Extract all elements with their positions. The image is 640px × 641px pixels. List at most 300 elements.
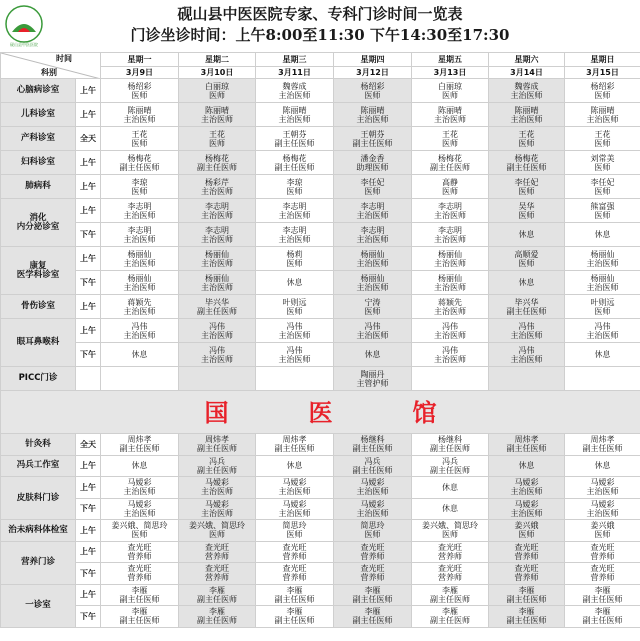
doctor-name: 查光旺 bbox=[514, 542, 539, 552]
doctor-title: 主治医师 bbox=[201, 186, 233, 196]
doctor-title: 医师 bbox=[131, 530, 148, 540]
table-row bbox=[1, 247, 640, 271]
doctor-title: 主治医师 bbox=[123, 114, 156, 124]
dept-name: 心脑病诊室 bbox=[1, 79, 76, 103]
period-label: 全天 bbox=[76, 434, 101, 456]
doctor-title: 副主任医师 bbox=[119, 162, 160, 172]
doctor-name: 李任妃 bbox=[590, 177, 615, 187]
doctor-name: 王花 bbox=[131, 129, 148, 139]
doctor-name: 查光旺 bbox=[438, 564, 462, 574]
header-corner bbox=[1, 53, 101, 79]
doctor-title: 医师 bbox=[594, 210, 611, 220]
doctor-name: 陶丽丹 bbox=[360, 369, 385, 379]
doctor-title: 主治医师 bbox=[278, 508, 311, 518]
doctor-name: 李志明 bbox=[438, 225, 462, 235]
doctor-title: 主治医师 bbox=[356, 114, 389, 124]
doctor-title: 主治医师 bbox=[278, 210, 311, 220]
date-header: 3月11日 bbox=[256, 67, 334, 79]
doctor-title: 营养师 bbox=[590, 551, 615, 561]
doctor-name: 休息 bbox=[442, 482, 458, 492]
doctor-name: 李琼 bbox=[286, 177, 303, 187]
doctor-name: 马嫒彩 bbox=[205, 478, 229, 488]
doctor-name: 陈丽晴 bbox=[438, 105, 462, 115]
doctor-name: 冯伟 bbox=[442, 321, 458, 331]
period-label: 上午 bbox=[76, 79, 101, 103]
doctor-title: 主治医师 bbox=[356, 330, 389, 340]
schedule-cell bbox=[256, 223, 334, 247]
doctor-name: 杨丽仙 bbox=[360, 249, 385, 259]
doctor-title: 医师 bbox=[518, 258, 535, 268]
schedule-cell bbox=[179, 319, 256, 343]
doctor-name: 李雁 bbox=[209, 607, 225, 617]
doctor-title: 医师 bbox=[518, 138, 535, 148]
doctor-title: 医师 bbox=[131, 90, 148, 100]
doctor-title: 医师 bbox=[364, 186, 381, 196]
doctor-name: 李任妃 bbox=[360, 177, 385, 187]
schedule-cell bbox=[489, 455, 565, 477]
schedule-cell bbox=[179, 563, 256, 585]
schedule-cell bbox=[101, 520, 179, 542]
doctor-name: 马嫒彩 bbox=[590, 499, 615, 509]
schedule-cell bbox=[101, 498, 179, 520]
schedule-cell bbox=[179, 367, 256, 391]
doctor-name: 陈丽晴 bbox=[514, 105, 539, 115]
doctor-name: 李志明 bbox=[127, 225, 152, 235]
schedule-cell bbox=[256, 434, 334, 456]
doctor-title: 副主任医师 bbox=[506, 306, 547, 316]
period-label: 上午 bbox=[76, 319, 101, 343]
schedule-cell bbox=[412, 520, 489, 542]
period-label: 全天 bbox=[76, 127, 101, 151]
schedule-cell bbox=[256, 343, 334, 367]
schedule-cell bbox=[179, 103, 256, 127]
doctor-name: 冯伟 bbox=[442, 345, 458, 355]
schedule-cell bbox=[489, 541, 565, 563]
doctor-title: 主治医师 bbox=[201, 210, 233, 220]
doctor-title: 副主任医师 bbox=[506, 594, 547, 604]
doctor-title: 医师 bbox=[442, 138, 458, 148]
doctor-title: 医师 bbox=[286, 186, 303, 196]
table-row bbox=[1, 520, 640, 542]
schedule-cell bbox=[412, 151, 489, 175]
doctor-name: 李志明 bbox=[360, 201, 385, 211]
schedule-cell bbox=[101, 271, 179, 295]
schedule-cell bbox=[412, 295, 489, 319]
doctor-title: 主治医师 bbox=[201, 487, 233, 497]
dept-name: 冯兵工作室 bbox=[1, 455, 76, 477]
schedule-cell bbox=[334, 455, 412, 477]
dept-name: 针灸科 bbox=[1, 434, 76, 456]
doctor-name: 杨梅花 bbox=[438, 153, 462, 163]
doctor-title: 医师 bbox=[209, 138, 225, 148]
doctor-title: 主治医师 bbox=[510, 90, 543, 100]
doctor-name: 简思玲 bbox=[360, 521, 385, 531]
doctor-title: 副主任医师 bbox=[274, 594, 315, 604]
table-row bbox=[1, 606, 640, 628]
doctor-name: 宁涛 bbox=[364, 297, 381, 307]
doctor-name: 白丽琼 bbox=[438, 81, 462, 91]
schedule-cell bbox=[179, 199, 256, 223]
doctor-title: 主治医师 bbox=[201, 258, 233, 268]
doctor-name: 白丽琼 bbox=[205, 81, 229, 91]
doctor-name: 杨绍彩 bbox=[360, 81, 385, 91]
doctor-name: 休息 bbox=[286, 461, 303, 471]
schedule-cell bbox=[412, 319, 489, 343]
schedule-cell bbox=[101, 606, 179, 628]
doctor-title: 副主任医师 bbox=[352, 465, 393, 475]
doctor-name: 冯伟 bbox=[518, 321, 535, 331]
doctor-name: 休息 bbox=[594, 461, 611, 471]
doctor-title: 主治医师 bbox=[510, 354, 543, 364]
doctor-title: 副主任医师 bbox=[582, 616, 623, 626]
doctor-title: 主治医师 bbox=[356, 258, 389, 268]
schedule-cell bbox=[101, 319, 179, 343]
doctor-name: 潘金香 bbox=[360, 153, 385, 163]
doctor-name: 李雁 bbox=[286, 607, 303, 617]
doctor-title: 副主任医师 bbox=[197, 594, 237, 604]
doctor-name: 蒋颖先 bbox=[127, 297, 152, 307]
day-header: 星期三 bbox=[256, 53, 334, 67]
doctor-title: 医师 bbox=[442, 186, 458, 196]
schedule-cell bbox=[489, 498, 565, 520]
schedule-cell bbox=[179, 295, 256, 319]
schedule-cell bbox=[256, 103, 334, 127]
schedule-cell bbox=[334, 79, 412, 103]
dept-name: 消化 内分泌诊室 bbox=[1, 199, 76, 247]
schedule-cell bbox=[256, 541, 334, 563]
doctor-name: 冯兵 bbox=[442, 456, 458, 466]
dept-name: 妇科诊室 bbox=[1, 151, 76, 175]
schedule-cell bbox=[101, 127, 179, 151]
doctor-title: 主治医师 bbox=[201, 234, 233, 244]
doctor-title: 助理医师 bbox=[356, 162, 389, 172]
schedule-cell bbox=[489, 151, 565, 175]
doctor-title: 医师 bbox=[594, 138, 611, 148]
schedule-cell bbox=[565, 367, 640, 391]
table-row bbox=[1, 584, 640, 606]
doctor-name: 查光旺 bbox=[590, 564, 615, 574]
schedule-cell bbox=[489, 343, 565, 367]
doctor-name: 杨丽仙 bbox=[590, 249, 615, 259]
doctor-title: 副主任医师 bbox=[119, 616, 160, 626]
table-row bbox=[1, 295, 640, 319]
doctor-title: 医师 bbox=[594, 186, 611, 196]
banner-char: 医 bbox=[308, 397, 333, 427]
schedule-cell bbox=[334, 319, 412, 343]
schedule-cell bbox=[179, 455, 256, 477]
doctor-name: 冯伟 bbox=[286, 321, 303, 331]
schedule-cell bbox=[334, 434, 412, 456]
doctor-title: 主治医师 bbox=[434, 354, 466, 364]
doctor-title: 主治医师 bbox=[123, 330, 156, 340]
dept-name: 儿科诊室 bbox=[1, 103, 76, 127]
doctor-title: 主治医师 bbox=[434, 282, 466, 292]
doctor-name: 李雁 bbox=[442, 607, 458, 617]
doctor-name: 杨继科 bbox=[438, 435, 462, 445]
schedule-cell bbox=[489, 295, 565, 319]
doctor-name: 周炜孝 bbox=[514, 435, 539, 445]
schedule-cell bbox=[101, 199, 179, 223]
schedule-cell bbox=[179, 584, 256, 606]
doctor-title: 主治医师 bbox=[278, 330, 311, 340]
dept-name: 骨伤诊室 bbox=[1, 295, 76, 319]
doctor-title: 主治医师 bbox=[278, 487, 311, 497]
doctor-name: 马嫒彩 bbox=[205, 499, 229, 509]
schedule-cell bbox=[334, 477, 412, 499]
doctor-title: 医师 bbox=[364, 90, 381, 100]
schedule-cell bbox=[334, 199, 412, 223]
period-label: 上午 bbox=[76, 103, 101, 127]
doctor-name: 冯伟 bbox=[594, 321, 611, 331]
doctor-title: 主治医师 bbox=[356, 282, 389, 292]
table-row bbox=[1, 271, 640, 295]
doctor-title: 副主任医师 bbox=[352, 444, 393, 454]
doctor-name: 杨丽仙 bbox=[127, 273, 152, 283]
doctor-title: 主治医师 bbox=[278, 354, 311, 364]
date-header: 3月12日 bbox=[334, 67, 412, 79]
schedule-table bbox=[0, 52, 640, 628]
schedule-cell bbox=[101, 79, 179, 103]
doctor-name: 杨丽仙 bbox=[438, 249, 462, 259]
doctor-title: 医师 bbox=[364, 306, 381, 316]
schedule-cell bbox=[489, 199, 565, 223]
doctor-title: 副主任医师 bbox=[197, 306, 237, 316]
schedule-cell bbox=[412, 79, 489, 103]
schedule-cell bbox=[565, 127, 640, 151]
doctor-title: 主治医师 bbox=[510, 508, 543, 518]
doctor-title: 医师 bbox=[594, 90, 611, 100]
period-label: 下午 bbox=[76, 606, 101, 628]
doctor-name: 姜兴娥、简思玲 bbox=[422, 521, 478, 531]
doctor-name: 杨丽仙 bbox=[127, 249, 152, 259]
doctor-name: 休息 bbox=[594, 230, 611, 239]
dept-name: 一诊室 bbox=[1, 584, 76, 627]
doctor-title: 副主任医师 bbox=[430, 162, 470, 172]
schedule-cell bbox=[101, 223, 179, 247]
doctor-title: 营养师 bbox=[127, 573, 152, 583]
doctor-title: 主治医师 bbox=[356, 487, 389, 497]
doctor-title: 主治医师 bbox=[586, 282, 619, 292]
schedule-cell bbox=[489, 223, 565, 247]
schedule-cell bbox=[334, 541, 412, 563]
schedule-cell bbox=[256, 520, 334, 542]
doctor-name: 王朝芬 bbox=[282, 129, 307, 139]
doctor-name: 休息 bbox=[131, 350, 148, 359]
schedule-cell bbox=[179, 498, 256, 520]
schedule-cell bbox=[565, 295, 640, 319]
schedule-cell bbox=[412, 271, 489, 295]
doctor-title: 副主任医师 bbox=[274, 616, 315, 626]
schedule-cell bbox=[412, 584, 489, 606]
doctor-title: 副主任医师 bbox=[274, 162, 315, 172]
table-row bbox=[1, 199, 640, 223]
doctor-title: 医师 bbox=[286, 258, 303, 268]
doctor-title: 主治医师 bbox=[123, 210, 156, 220]
banner-char: 馆 bbox=[412, 397, 437, 427]
doctor-name: 李志明 bbox=[282, 225, 307, 235]
schedule-cell bbox=[179, 151, 256, 175]
doctor-name: 冯伟 bbox=[209, 321, 225, 331]
schedule-cell bbox=[256, 199, 334, 223]
doctor-name: 高静 bbox=[442, 177, 458, 187]
doctor-title: 主治医师 bbox=[123, 306, 156, 316]
doctor-name: 马嫒彩 bbox=[514, 499, 539, 509]
doctor-name: 休息 bbox=[364, 350, 381, 359]
day-header: 星期一 bbox=[101, 53, 179, 67]
table-row bbox=[1, 103, 640, 127]
doctor-title: 副主任医师 bbox=[274, 444, 315, 454]
schedule-cell bbox=[489, 563, 565, 585]
doctor-title: 主治医师 bbox=[434, 210, 466, 220]
dept-name: 眼耳鼻喉科 bbox=[1, 319, 76, 367]
doctor-title: 医师 bbox=[594, 162, 611, 172]
doctor-title: 主治医师 bbox=[201, 282, 233, 292]
doctor-title: 主治医师 bbox=[356, 210, 389, 220]
schedule-cell bbox=[489, 127, 565, 151]
doctor-title: 主治医师 bbox=[586, 258, 619, 268]
table-row bbox=[1, 541, 640, 563]
doctor-title: 营养师 bbox=[590, 573, 615, 583]
doctor-name: 李雁 bbox=[518, 585, 535, 595]
doctor-name: 李雁 bbox=[594, 607, 611, 617]
schedule-cell bbox=[334, 223, 412, 247]
schedule-cell bbox=[412, 477, 489, 499]
doctor-name: 王花 bbox=[209, 129, 225, 139]
doctor-title: 主治医师 bbox=[586, 508, 619, 518]
doctor-name: 查光旺 bbox=[282, 542, 307, 552]
doctor-title: 主治医师 bbox=[201, 114, 233, 124]
doctor-title: 副主任医师 bbox=[430, 465, 470, 475]
doctor-title: 副主任医师 bbox=[119, 444, 160, 454]
header bbox=[0, 0, 640, 50]
doctor-title: 主治医师 bbox=[586, 114, 619, 124]
doctor-name: 李雁 bbox=[594, 585, 611, 595]
doctor-title: 主治医师 bbox=[434, 114, 466, 124]
doctor-name: 杨梅花 bbox=[514, 153, 539, 163]
doctor-name: 姜兴娥、简思玲 bbox=[189, 521, 245, 531]
doctor-name: 杨继科 bbox=[360, 435, 385, 445]
doctor-name: 周炜孝 bbox=[282, 435, 307, 445]
doctor-name: 熊富强 bbox=[590, 201, 615, 211]
doctor-name: 姜兴娥 bbox=[514, 521, 539, 531]
doctor-name: 李志明 bbox=[127, 201, 152, 211]
doctor-title: 主治医师 bbox=[278, 114, 311, 124]
doctor-name: 李雁 bbox=[442, 585, 458, 595]
schedule-cell bbox=[179, 271, 256, 295]
doctor-name: 马嫒彩 bbox=[514, 478, 539, 488]
doctor-name: 李雁 bbox=[286, 585, 303, 595]
table-row bbox=[1, 79, 640, 103]
doctor-name: 查光旺 bbox=[282, 564, 307, 574]
date-header: 3月14日 bbox=[489, 67, 565, 79]
page-subtitle: 门诊坐诊时间：上午8:00至11:30 下午14:30至17:30 bbox=[130, 26, 510, 44]
schedule-cell bbox=[565, 498, 640, 520]
schedule-cell bbox=[334, 247, 412, 271]
doctor-name: 马嫒彩 bbox=[127, 499, 152, 509]
schedule-cell bbox=[489, 247, 565, 271]
doctor-name: 冯兵 bbox=[364, 456, 381, 466]
schedule-cell bbox=[412, 367, 489, 391]
doctor-name: 冯伟 bbox=[518, 345, 535, 355]
table-row bbox=[1, 223, 640, 247]
table-row bbox=[1, 455, 640, 477]
schedule-cell bbox=[489, 584, 565, 606]
doctor-name: 王朝芬 bbox=[360, 129, 385, 139]
doctor-name: 冯伟 bbox=[209, 345, 225, 355]
doctor-title: 营养师 bbox=[514, 573, 539, 583]
schedule-cell bbox=[256, 151, 334, 175]
doctor-name: 蒋颖先 bbox=[438, 297, 462, 307]
doctor-name: 查光旺 bbox=[438, 542, 462, 552]
doctor-title: 主治医师 bbox=[123, 234, 156, 244]
doctor-name: 毕兴华 bbox=[514, 297, 539, 307]
doctor-title: 主治医师 bbox=[123, 508, 156, 518]
doctor-title: 副主任医师 bbox=[506, 162, 547, 172]
doctor-name: 杨丽仙 bbox=[590, 273, 615, 283]
schedule-cell bbox=[565, 79, 640, 103]
doctor-title: 副主任医师 bbox=[430, 594, 470, 604]
schedule-cell bbox=[565, 606, 640, 628]
doctor-title: 营养师 bbox=[205, 573, 229, 583]
schedule-cell bbox=[412, 247, 489, 271]
schedule-cell bbox=[565, 103, 640, 127]
schedule-cell bbox=[101, 103, 179, 127]
doctor-name: 杨丽仙 bbox=[205, 273, 229, 283]
doctor-name: 高顺爱 bbox=[514, 249, 539, 259]
schedule-cell bbox=[101, 455, 179, 477]
schedule-cell bbox=[565, 247, 640, 271]
dept-name: 肺病科 bbox=[1, 175, 76, 199]
doctor-title: 副主任医师 bbox=[274, 138, 315, 148]
doctor-title: 医师 bbox=[209, 90, 225, 100]
schedule-cell bbox=[412, 563, 489, 585]
schedule-cell bbox=[412, 103, 489, 127]
doctor-name: 李雁 bbox=[209, 585, 225, 595]
schedule-cell bbox=[412, 343, 489, 367]
dept-name: 产科诊室 bbox=[1, 127, 76, 151]
schedule-cell bbox=[565, 343, 640, 367]
doctor-name: 查光旺 bbox=[205, 564, 229, 574]
day-header: 星期二 bbox=[179, 53, 256, 67]
doctor-name: 杨丽仙 bbox=[205, 249, 229, 259]
doctor-name: 杨梅花 bbox=[282, 153, 307, 163]
schedule-cell bbox=[334, 151, 412, 175]
doctor-name: 查光旺 bbox=[127, 542, 152, 552]
doctor-title: 营养师 bbox=[282, 573, 307, 583]
period-label: 下午 bbox=[76, 271, 101, 295]
date-header: 3月10日 bbox=[179, 67, 256, 79]
schedule-cell bbox=[334, 606, 412, 628]
doctor-title: 主管护师 bbox=[356, 378, 389, 388]
schedule-cell bbox=[256, 295, 334, 319]
period-label: 下午 bbox=[76, 223, 101, 247]
doctor-name: 马嫒彩 bbox=[360, 478, 385, 488]
day-header: 星期日 bbox=[565, 53, 640, 67]
doctor-name: 陈丽晴 bbox=[127, 105, 152, 115]
doctor-title: 副主任医师 bbox=[352, 616, 393, 626]
doctor-title: 副主任医师 bbox=[197, 162, 237, 172]
doctor-title: 主治医师 bbox=[123, 282, 156, 292]
schedule-cell bbox=[412, 223, 489, 247]
period-label: 上午 bbox=[76, 584, 101, 606]
doctor-name: 陈丽晴 bbox=[360, 105, 385, 115]
corner-time-label: 时间 bbox=[56, 54, 72, 63]
doctor-name: 周炜孝 bbox=[127, 435, 152, 445]
schedule-cell bbox=[179, 541, 256, 563]
table-row bbox=[1, 563, 640, 585]
doctor-name: 王花 bbox=[518, 129, 535, 139]
schedule-cell bbox=[179, 127, 256, 151]
